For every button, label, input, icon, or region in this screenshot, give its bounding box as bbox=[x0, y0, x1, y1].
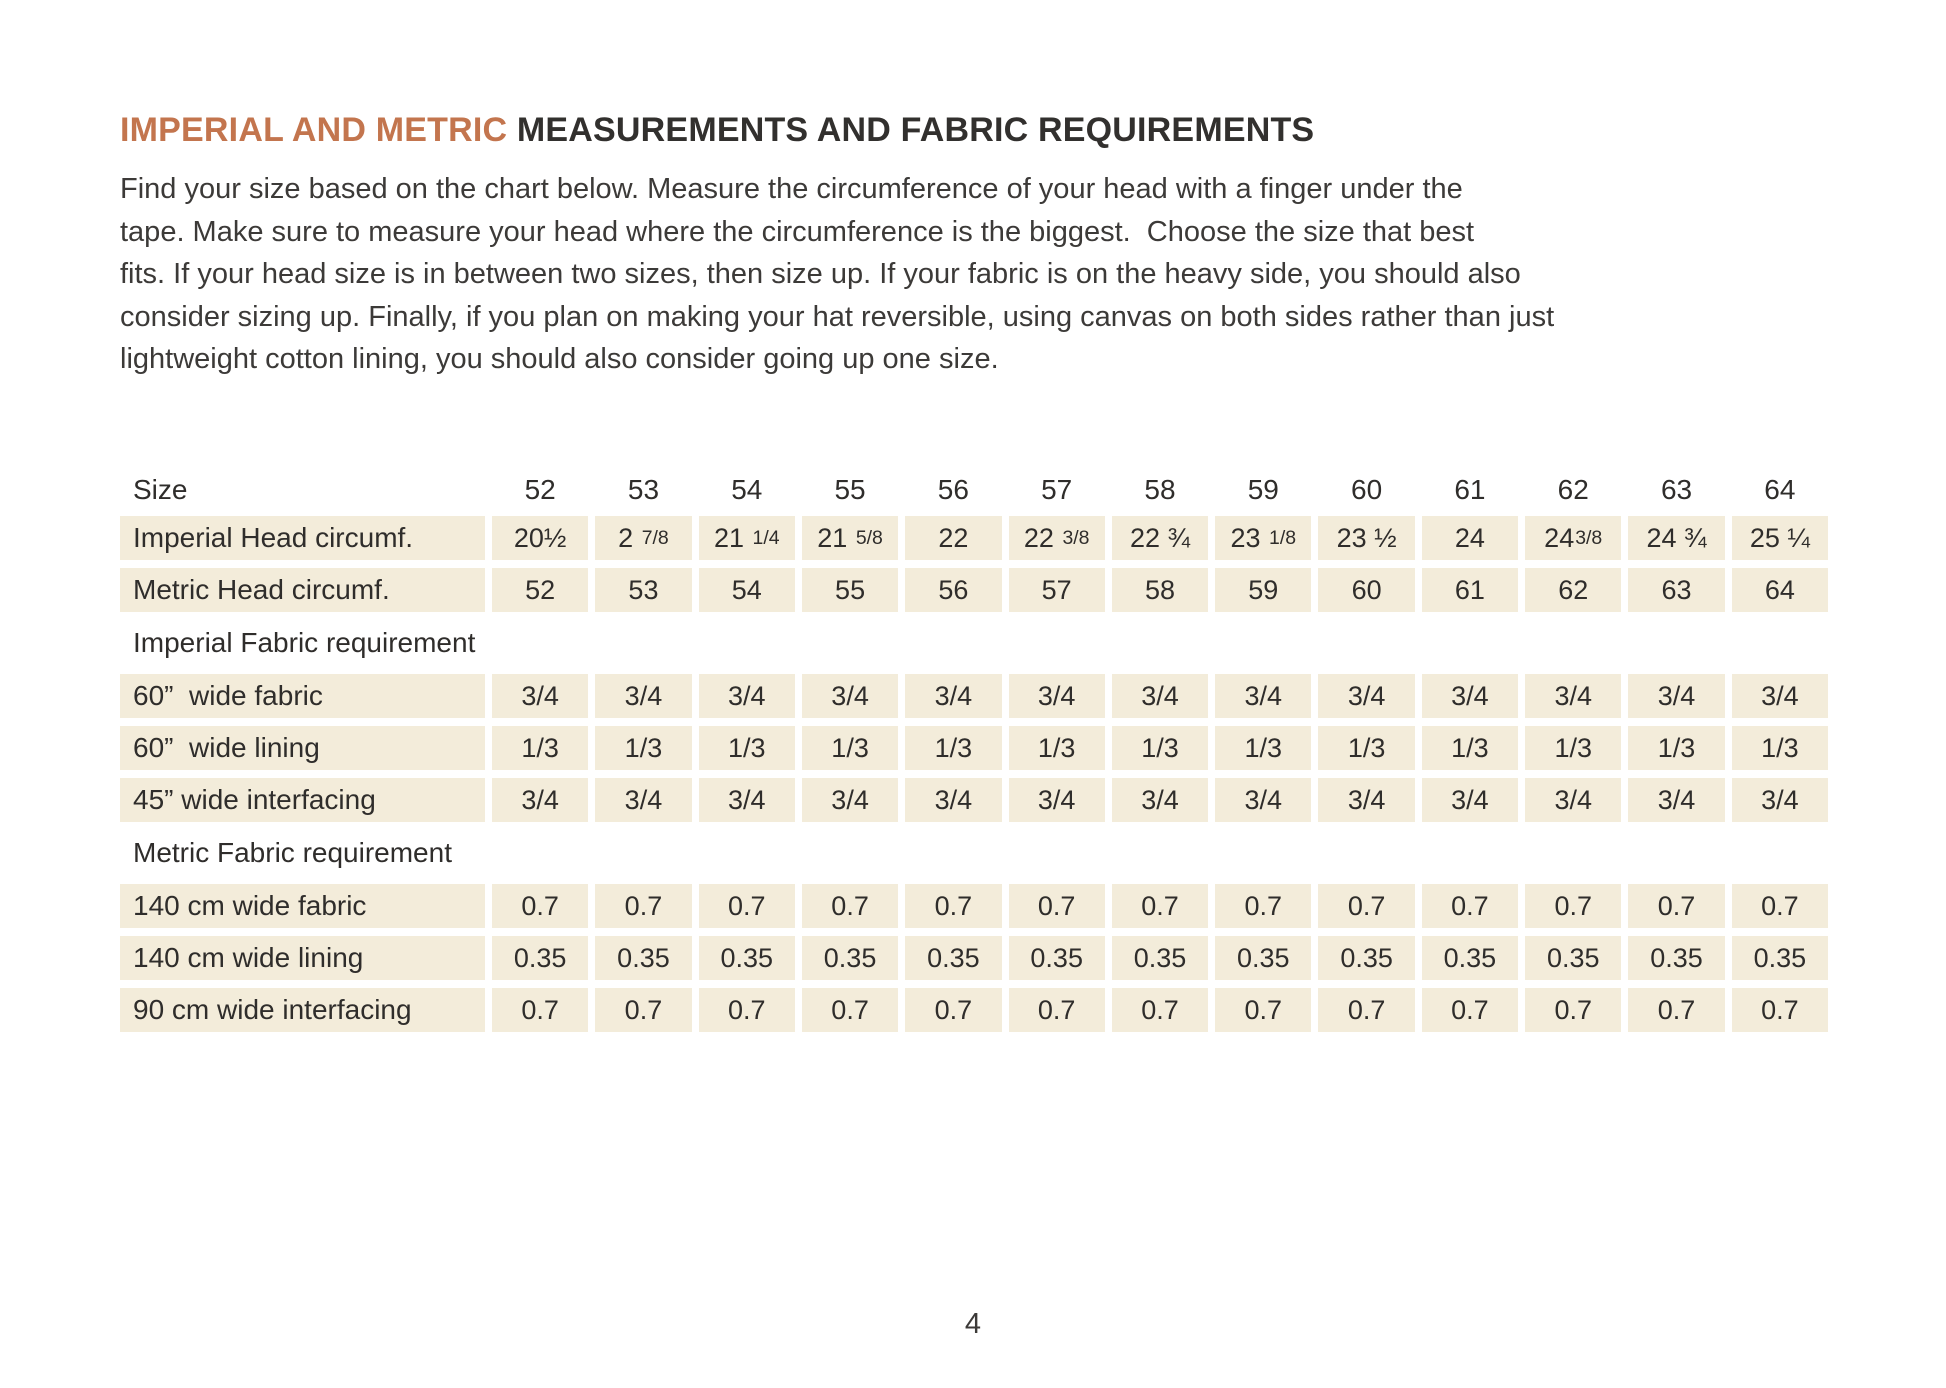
value-cell: 3/4 bbox=[492, 778, 588, 822]
table-row bbox=[120, 988, 1828, 1032]
value-cell: 3/4 bbox=[1318, 778, 1414, 822]
value-cell: 3/4 bbox=[699, 778, 795, 822]
value-cell: 1/3 bbox=[595, 726, 691, 770]
value-cell: 3/4 bbox=[802, 778, 898, 822]
page-title-highlight: IMPERIAL AND METRIC bbox=[120, 111, 508, 149]
value-cell: 0.7 bbox=[1215, 884, 1311, 928]
page-title bbox=[120, 110, 1314, 150]
value-cell: 3/4 bbox=[1112, 674, 1208, 718]
size-column-header: 58 bbox=[1144, 474, 1176, 505]
value-cell: 3/4 bbox=[1422, 674, 1518, 718]
value-cell: 0.35 bbox=[1628, 936, 1724, 980]
table-section-row: Metric Fabric requirement bbox=[133, 837, 452, 868]
value-cell: 59 bbox=[1215, 568, 1311, 612]
value-cell: 63 bbox=[1628, 568, 1724, 612]
table-row bbox=[120, 778, 1828, 822]
value-cell: 0.7 bbox=[1525, 884, 1621, 928]
row-label-cell: Imperial Head circumf. bbox=[120, 516, 485, 560]
table-row bbox=[120, 516, 1828, 560]
value-cell: 3/4 bbox=[1732, 674, 1828, 718]
table-row bbox=[120, 884, 1828, 928]
size-column-header: 56 bbox=[937, 474, 969, 505]
value-cell: 60 bbox=[1318, 568, 1414, 612]
value-cell: 58 bbox=[1112, 568, 1208, 612]
value-cell: 0.7 bbox=[905, 884, 1001, 928]
value-cell: 1/3 bbox=[1112, 726, 1208, 770]
value-cell: 54 bbox=[699, 568, 795, 612]
size-column-header: 63 bbox=[1660, 474, 1693, 505]
value-cell: 53 bbox=[595, 568, 691, 612]
size-column-header: 57 bbox=[1041, 474, 1073, 505]
size-column-header: 59 bbox=[1247, 474, 1279, 505]
value-cell: 3/4 bbox=[1525, 778, 1621, 822]
size-header-label: Size bbox=[133, 474, 188, 505]
table-row bbox=[120, 674, 1828, 718]
value-cell: 0.7 bbox=[1422, 988, 1518, 1032]
size-column-header: 52 bbox=[524, 474, 556, 505]
size-column-header: 54 bbox=[731, 474, 763, 505]
value-cell: 0.7 bbox=[492, 988, 588, 1032]
value-cell: 0.7 bbox=[905, 988, 1001, 1032]
value-cell: 0.35 bbox=[905, 936, 1001, 980]
intro-line: Find your size based on the chart below. Measure the circumference of your head with a finger under the bbox=[120, 173, 1463, 205]
size-column-header: 62 bbox=[1557, 474, 1589, 505]
value-cell: 23 1/8 bbox=[1215, 516, 1311, 560]
value-cell: 1/3 bbox=[1628, 726, 1724, 770]
intro-paragraph bbox=[120, 168, 1554, 381]
value-cell: 3/4 bbox=[1009, 674, 1105, 718]
value-cell: 0.7 bbox=[1628, 988, 1724, 1032]
value-cell: 2 7/8 bbox=[595, 516, 691, 560]
row-label-cell: 60” wide fabric bbox=[120, 674, 485, 718]
value-cell: 22 3/8 bbox=[1009, 516, 1105, 560]
row-label-cell: 60” wide lining bbox=[120, 726, 485, 770]
value-cell: 0.7 bbox=[802, 988, 898, 1032]
value-cell: 0.7 bbox=[1732, 884, 1828, 928]
value-cell: 57 bbox=[1009, 568, 1105, 612]
value-cell: 3/4 bbox=[492, 674, 588, 718]
size-column-header: 55 bbox=[834, 474, 866, 505]
value-cell: 0.7 bbox=[595, 884, 691, 928]
page-number: 4 bbox=[964, 1308, 982, 1340]
value-cell: 20½ bbox=[492, 516, 588, 560]
value-cell: 0.7 bbox=[492, 884, 588, 928]
value-cell: 24 bbox=[1422, 516, 1518, 560]
value-cell: 52 bbox=[492, 568, 588, 612]
table-section-row: Imperial Fabric requirement bbox=[133, 627, 476, 658]
page-title-rest: MEASUREMENTS AND FABRIC REQUIREMENTS bbox=[507, 111, 1315, 149]
value-cell: 0.35 bbox=[1009, 936, 1105, 980]
value-cell: 1/3 bbox=[1525, 726, 1621, 770]
row-label-cell: 140 cm wide lining bbox=[120, 936, 485, 980]
value-cell: 1/3 bbox=[1318, 726, 1414, 770]
value-cell: 0.35 bbox=[1525, 936, 1621, 980]
value-cell: 3/4 bbox=[905, 674, 1001, 718]
value-cell: 3/4 bbox=[595, 674, 691, 718]
size-column-header: 64 bbox=[1764, 474, 1796, 505]
value-cell: 1/3 bbox=[1422, 726, 1518, 770]
value-cell: 0.35 bbox=[595, 936, 691, 980]
table-row bbox=[120, 568, 1828, 612]
value-cell: 0.35 bbox=[1422, 936, 1518, 980]
value-cell: 3/4 bbox=[1318, 674, 1414, 718]
value-cell: 0.7 bbox=[699, 884, 795, 928]
value-cell: 62 bbox=[1525, 568, 1621, 612]
intro-line: consider sizing up. Finally, if you plan on making your hat reversible, using canvas on both sides rather than just bbox=[120, 300, 1555, 333]
value-cell: 25 ¼ bbox=[1732, 516, 1828, 560]
value-cell: 23 ½ bbox=[1318, 516, 1414, 560]
value-cell: 22 bbox=[905, 516, 1001, 560]
value-cell: 1/3 bbox=[1215, 726, 1311, 770]
value-cell: 0.7 bbox=[1318, 988, 1414, 1032]
value-cell: 0.7 bbox=[1112, 884, 1208, 928]
value-cell: 22 ¾ bbox=[1112, 516, 1208, 560]
value-cell: 3/4 bbox=[1628, 674, 1724, 718]
value-cell: 3/4 bbox=[1215, 778, 1311, 822]
value-cell: 1/3 bbox=[905, 726, 1001, 770]
value-cell: 24 3/8 bbox=[1525, 516, 1621, 560]
value-cell: 21 1/4 bbox=[699, 516, 795, 560]
value-cell: 0.7 bbox=[802, 884, 898, 928]
size-column-header: 53 bbox=[627, 474, 660, 505]
value-cell: 0.7 bbox=[1628, 884, 1724, 928]
value-cell: 3/4 bbox=[699, 674, 795, 718]
value-cell: 3/4 bbox=[905, 778, 1001, 822]
value-cell: 3/4 bbox=[1009, 778, 1105, 822]
value-cell: 24 ¾ bbox=[1628, 516, 1724, 560]
value-cell: 0.35 bbox=[1112, 936, 1208, 980]
table-row bbox=[120, 726, 1828, 770]
value-cell: 0.7 bbox=[1525, 988, 1621, 1032]
value-cell: 0.35 bbox=[1215, 936, 1311, 980]
row-label-cell: 90 cm wide interfacing bbox=[120, 988, 485, 1032]
value-cell: 0.35 bbox=[1732, 936, 1828, 980]
value-cell: 0.35 bbox=[492, 936, 588, 980]
table-header-row bbox=[120, 472, 1828, 508]
value-cell: 3/4 bbox=[595, 778, 691, 822]
value-cell: 0.35 bbox=[699, 936, 795, 980]
value-cell: 3/4 bbox=[1525, 674, 1621, 718]
value-cell: 1/3 bbox=[1009, 726, 1105, 770]
size-column-header: 61 bbox=[1454, 474, 1486, 505]
value-cell: 55 bbox=[802, 568, 898, 612]
value-cell: 0.7 bbox=[699, 988, 795, 1032]
value-cell: 3/4 bbox=[1112, 778, 1208, 822]
row-label-cell: 45” wide interfacing bbox=[120, 778, 485, 822]
value-cell: 1/3 bbox=[1732, 726, 1828, 770]
value-cell: 56 bbox=[905, 568, 1001, 612]
value-cell: 61 bbox=[1422, 568, 1518, 612]
value-cell: 3/4 bbox=[1732, 778, 1828, 822]
intro-line: lightweight cotton lining, you should also consider going up one size. bbox=[120, 343, 999, 375]
value-cell: 0.7 bbox=[1009, 988, 1105, 1032]
value-cell: 3/4 bbox=[802, 674, 898, 718]
size-table bbox=[120, 472, 1828, 1040]
value-cell: 3/4 bbox=[1215, 674, 1311, 718]
value-cell: 0.7 bbox=[1112, 988, 1208, 1032]
value-cell: 1/3 bbox=[492, 726, 588, 770]
value-cell: 1/3 bbox=[699, 726, 795, 770]
value-cell: 0.7 bbox=[595, 988, 691, 1032]
value-cell: 3/4 bbox=[1422, 778, 1518, 822]
value-cell: 3/4 bbox=[1628, 778, 1724, 822]
value-cell: 0.7 bbox=[1009, 884, 1105, 928]
value-cell: 0.7 bbox=[1422, 884, 1518, 928]
value-cell: 0.7 bbox=[1215, 988, 1311, 1032]
row-label-cell: 140 cm wide fabric bbox=[120, 884, 485, 928]
row-label-cell: Metric Head circumf. bbox=[120, 568, 485, 612]
value-cell: 1/3 bbox=[802, 726, 898, 770]
intro-line: fits. If your head size is in between two sizes, then size up. If your fabric is on the heavy side, you should also bbox=[120, 258, 1521, 290]
value-cell: 0.7 bbox=[1732, 988, 1828, 1032]
value-cell: 21 5/8 bbox=[802, 516, 898, 560]
value-cell: 0.35 bbox=[802, 936, 898, 980]
value-cell: 64 bbox=[1732, 568, 1828, 612]
intro-line: tape. Make sure to measure your head where the circumference is the biggest. Choose the size that best bbox=[120, 215, 1475, 248]
table-row bbox=[120, 936, 1828, 980]
value-cell: 0.35 bbox=[1318, 936, 1414, 980]
size-column-header: 60 bbox=[1351, 474, 1383, 505]
value-cell: 0.7 bbox=[1318, 884, 1414, 928]
